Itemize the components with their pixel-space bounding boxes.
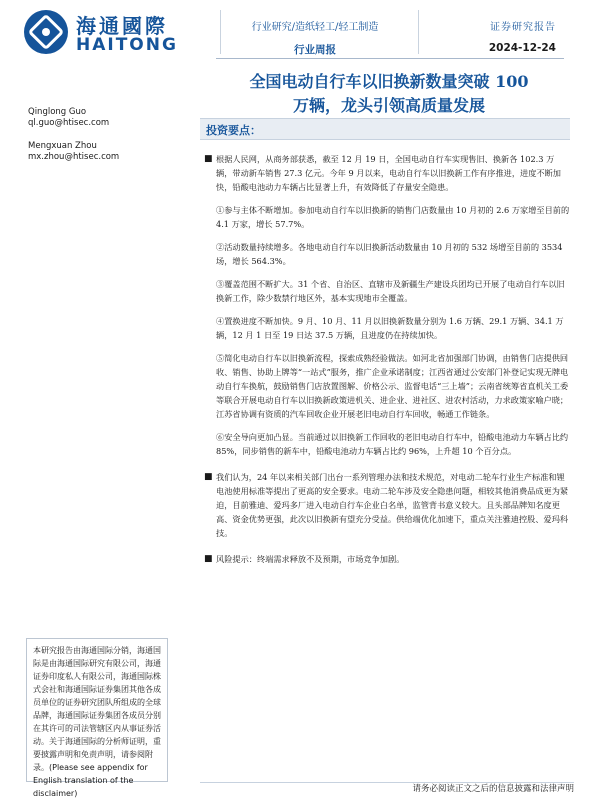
- analyst-list: [28, 107, 119, 163]
- header-rule: [216, 58, 564, 59]
- numbered-point: ④置换进度不断加快。9 月、10 月、11 月以旧换新数量分别为 1.6 万辆、29.1 万辆、34.1 万辆，12 月 1 日至 19 日达 37.5 万辆，且进度仍在持续加快。: [216, 316, 564, 340]
- bullet-icon: ■: [204, 554, 213, 564]
- disclaimer-box: [26, 638, 168, 798]
- numbered-point: ⑥安全导向更加凸显。当前通过以旧换新工作回收的老旧电动自行车中，铅酸电池动力车辆占比约 85%，同步销售的新车中，铅酸电池动力车辆占比约 96%，上升超 10 个百分点。: [216, 432, 569, 456]
- haitong-logo-icon: [24, 10, 68, 54]
- risk-warning-text: 风险提示：终端需求释放不及预期，市场竞争加剧。: [216, 554, 405, 564]
- report-title-line-2: 万辆，龙头引领高质量发展: [292, 96, 485, 115]
- bullet-paragraph: [200, 552, 570, 566]
- bullet-icon: ■: [204, 472, 213, 482]
- bullet-paragraph: [200, 470, 570, 540]
- key-points-heading-bar: [200, 118, 570, 140]
- report-title-line-1: 全国电动自行车以旧换新数量突破 100: [249, 72, 529, 91]
- numbered-point: ③覆盖范围不断扩大。31 个省、自治区、直辖市及新疆生产建设兵团均已开展了电动自行车以旧换新工作，除少数禁行地区外，基本实现地市全覆盖。: [216, 279, 565, 303]
- numbered-point: ⑤简化电动自行车以旧换新流程，探索成熟经验做法。如河北省加强部门协调，由销售门店提供回收、销售、协助上牌等“一站式”服务，推广企业承诺制度；江西省通过公安部门补登记实现无牌电动自行车换航，鼓励销售门店放置图解、价格公示、监督电话“三上墙”；云南省统筹省直机关工委等联合开展电动自行车以旧换新政策进机关、进企业、进社区、进农村活动，力求政策家喻户晓；江苏省协调有资质的汽车回收企业开展老旧电动自行车回收，畅通工作链条。: [216, 353, 569, 419]
- analyst-email[interactable]: ql.guo@htisec.com: [28, 118, 110, 128]
- bullet-text: 我们认为，24 年以来相关部门出台一系列管理办法和技术规范，对电动二轮车行业生产标准和锂电池使用标准等提出了更高的安全要求。电动二轮车涉及安全隐患问题，相较其他消费品成更为紧迫，目前雅迪、爱玛多厂进入电动自行车企业白名单，监管背书意义较大。且头部品牌知名度更高、资金优势更强，此次以旧换新有望充分受益。供给端优化加速下，重点关注雅迪控股、爱玛科技。: [216, 472, 569, 538]
- analyst-name: Mengxuan Zhou: [28, 141, 97, 151]
- footer-notice: 请务必阅读正文之后的信息披露和法律声明: [412, 784, 574, 794]
- bullet-paragraph: [200, 152, 570, 194]
- header-divider: [220, 10, 221, 54]
- disclaimer-english-note: (Please see appendix for English translation of the disclaimer): [33, 763, 148, 798]
- header-divider: [418, 10, 419, 54]
- numbered-point: ②活动数量持续增多。各地电动自行车以旧换新活动数量由 10 月初的 532 场增至目前的 3534 场，增长 564.3%。: [216, 242, 563, 266]
- analyst-name: Qinglong Guo: [28, 107, 87, 117]
- key-points-body: [200, 152, 570, 566]
- industry-path: 行业研究/造纸轻工/轻工制造: [251, 22, 379, 33]
- report-title: [216, 70, 562, 118]
- report-meta: [489, 18, 556, 54]
- key-points-heading: 投资要点：: [206, 124, 261, 137]
- bullet-text: 根据人民网，从商务部获悉，截至 12 月 19 日，全国电动自行车实现售旧、换新各 102.3 万辆，带动新车销售 27.3 亿元。今年 9 月以来，电动自行车以旧换新工作有序推进，进度不断加快，铅酸电池动力车辆占比显著上升，有效降低了存量安全隐患。: [216, 154, 561, 192]
- bullet-icon: ■: [204, 154, 213, 164]
- report-date: 2024-12-24: [488, 42, 556, 54]
- disclaimer-text: 本研究报告由海通国际分销，海通国际是由海通国际研究有限公司，海通证券印度私人有限公司，海通国际株式会社和海通国际证券集团其他各成员单位的证券研究团队所组成的全球品牌，海通国际证券集团各成员分别在其许可的司法管辖区内从事证券活动。关于海通国际的分析师证明，重要披露声明和免责声明，请参阅附录。: [33, 646, 161, 772]
- haitong-logo: [24, 8, 194, 54]
- numbered-point: ①参与主体不断增加。参加电动自行车以旧换新的销售门店数量由 10 月初的 2.6 万家增至目前的 4.1 万家，增长 57.7%。: [216, 205, 570, 229]
- analyst-email[interactable]: mx.zhou@htisec.com: [28, 152, 120, 162]
- logo-chinese-name: 海通國際: [76, 14, 168, 38]
- report-category: [238, 18, 392, 57]
- logo-english-name: HAITONG: [76, 35, 178, 55]
- report-type: 证券研究报告: [490, 22, 556, 33]
- report-kind: 行业周报: [294, 44, 336, 56]
